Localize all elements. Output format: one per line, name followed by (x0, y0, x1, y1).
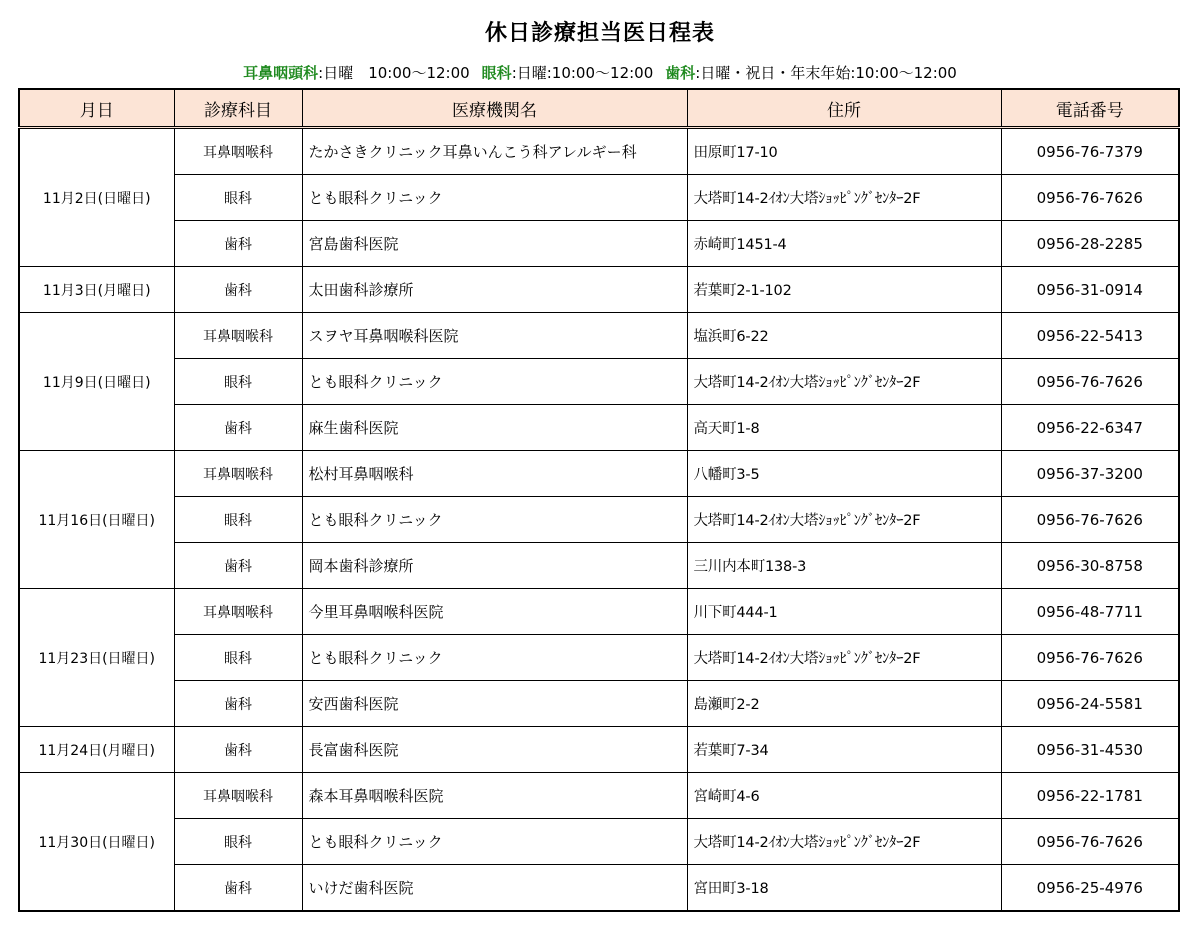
address-cell: 大塔町14-2ｲｵﾝ大塔ｼｮｯﾋﾟﾝｸﾞｾﾝﾀｰ2F (687, 359, 1001, 405)
department-cell: 眼科 (174, 175, 302, 221)
phone-cell: 0956-25-4976 (1001, 865, 1179, 912)
institution-cell: とも眼科クリニック (302, 497, 687, 543)
phone-cell: 0956-76-7626 (1001, 175, 1179, 221)
institution-cell: 長富歯科医院 (302, 727, 687, 773)
phone-cell: 0956-22-1781 (1001, 773, 1179, 819)
phone-cell: 0956-76-7626 (1001, 635, 1179, 681)
department-cell: 歯科 (174, 221, 302, 267)
address-cell: 大塔町14-2ｲｵﾝ大塔ｼｮｯﾋﾟﾝｸﾞｾﾝﾀｰ2F (687, 175, 1001, 221)
table-row (19, 313, 1179, 359)
address-cell: 八幡町3-5 (687, 451, 1001, 497)
institution-cell: 今里耳鼻咽喉科医院 (302, 589, 687, 635)
department-cell: 眼科 (174, 635, 302, 681)
phone-cell: 0956-24-5581 (1001, 681, 1179, 727)
address-cell: 赤崎町1451-4 (687, 221, 1001, 267)
phone-cell: 0956-76-7379 (1001, 128, 1179, 175)
hours-dental-label: 歯科 (665, 64, 696, 82)
department-cell: 耳鼻咽喉科 (174, 589, 302, 635)
date-cell: 11月23日(日曜日) (19, 589, 174, 727)
table-row (19, 681, 1179, 727)
column-header-date: 月日 (19, 89, 174, 128)
table-row (19, 267, 1179, 313)
hours-ent-text: :日曜 10:00～12:00 (318, 64, 470, 82)
address-cell: 大塔町14-2ｲｵﾝ大塔ｼｮｯﾋﾟﾝｸﾞｾﾝﾀｰ2F (687, 635, 1001, 681)
institution-cell: たかさきクリニック耳鼻いんこう科アレルギー科 (302, 128, 687, 175)
phone-cell: 0956-31-0914 (1001, 267, 1179, 313)
institution-cell: 安西歯科医院 (302, 681, 687, 727)
address-cell: 田原町17-10 (687, 128, 1001, 175)
date-cell: 11月24日(月曜日) (19, 727, 174, 773)
table-row (19, 221, 1179, 267)
address-cell: 高天町1-8 (687, 405, 1001, 451)
table-header-row (19, 89, 1179, 128)
address-cell: 若葉町7-34 (687, 727, 1001, 773)
department-cell: 歯科 (174, 543, 302, 589)
page-title: 休日診療担当医日程表 (484, 21, 715, 46)
table-row (19, 635, 1179, 681)
date-cell: 11月2日(日曜日) (19, 128, 174, 267)
address-cell: 大塔町14-2ｲｵﾝ大塔ｼｮｯﾋﾟﾝｸﾞｾﾝﾀｰ2F (687, 497, 1001, 543)
address-cell: 宮崎町4-6 (687, 773, 1001, 819)
institution-cell: 宮島歯科医院 (302, 221, 687, 267)
department-cell: 歯科 (174, 405, 302, 451)
institution-cell: 松村耳鼻咽喉科 (302, 451, 687, 497)
department-cell: 耳鼻咽喉科 (174, 128, 302, 175)
department-cell: 歯科 (174, 727, 302, 773)
table-row (19, 405, 1179, 451)
address-cell: 塩浜町6-22 (687, 313, 1001, 359)
department-cell: 眼科 (174, 359, 302, 405)
column-header-phone: 電話番号 (1001, 89, 1179, 128)
department-cell: 歯科 (174, 267, 302, 313)
address-cell: 川下町444-1 (687, 589, 1001, 635)
date-cell: 11月30日(日曜日) (19, 773, 174, 912)
phone-cell: 0956-48-7711 (1001, 589, 1179, 635)
hours-line (0, 62, 1200, 83)
table-row (19, 727, 1179, 773)
institution-cell: スヲヤ耳鼻咽喉科医院 (302, 313, 687, 359)
department-cell: 耳鼻咽喉科 (174, 451, 302, 497)
column-header-institution: 医療機関名 (302, 89, 687, 128)
phone-cell: 0956-22-6347 (1001, 405, 1179, 451)
institution-cell: とも眼科クリニック (302, 635, 687, 681)
table-row (19, 543, 1179, 589)
phone-cell: 0956-30-8758 (1001, 543, 1179, 589)
institution-cell: とも眼科クリニック (302, 819, 687, 865)
address-cell: 若葉町2-1-102 (687, 267, 1001, 313)
hours-eye-label: 眼科 (481, 64, 512, 82)
department-cell: 歯科 (174, 681, 302, 727)
phone-cell: 0956-76-7626 (1001, 819, 1179, 865)
institution-cell: 太田歯科診療所 (302, 267, 687, 313)
table-row (19, 128, 1179, 175)
phone-cell: 0956-22-5413 (1001, 313, 1179, 359)
column-header-department: 診療科目 (174, 89, 302, 128)
hours-dental-text: :日曜・祝日・年末年始:10:00～12:00 (695, 64, 957, 82)
schedule-body (19, 128, 1179, 912)
address-cell: 島瀬町2-2 (687, 681, 1001, 727)
institution-cell: 麻生歯科医院 (302, 405, 687, 451)
address-cell: 大塔町14-2ｲｵﾝ大塔ｼｮｯﾋﾟﾝｸﾞｾﾝﾀｰ2F (687, 819, 1001, 865)
date-cell: 11月3日(月曜日) (19, 267, 174, 313)
address-cell: 宮田町3-18 (687, 865, 1001, 912)
phone-cell: 0956-37-3200 (1001, 451, 1179, 497)
table-row (19, 819, 1179, 865)
phone-cell: 0956-28-2285 (1001, 221, 1179, 267)
institution-cell: 森本耳鼻咽喉科医院 (302, 773, 687, 819)
table-row (19, 497, 1179, 543)
hours-eye-text: :日曜:10:00～12:00 (511, 64, 654, 82)
address-cell: 三川内本町138-3 (687, 543, 1001, 589)
table-row (19, 451, 1179, 497)
department-cell: 歯科 (174, 865, 302, 912)
phone-cell: 0956-76-7626 (1001, 497, 1179, 543)
table-row (19, 589, 1179, 635)
institution-cell: いけだ歯科医院 (302, 865, 687, 912)
department-cell: 耳鼻咽喉科 (174, 773, 302, 819)
institution-cell: とも眼科クリニック (302, 175, 687, 221)
column-header-address: 住所 (687, 89, 1001, 128)
department-cell: 耳鼻咽喉科 (174, 313, 302, 359)
table-row (19, 359, 1179, 405)
institution-cell: 岡本歯科診療所 (302, 543, 687, 589)
date-cell: 11月16日(日曜日) (19, 451, 174, 589)
department-cell: 眼科 (174, 819, 302, 865)
phone-cell: 0956-76-7626 (1001, 359, 1179, 405)
table-row (19, 865, 1179, 912)
table-row (19, 175, 1179, 221)
institution-cell: とも眼科クリニック (302, 359, 687, 405)
table-row (19, 773, 1179, 819)
hours-ent-label: 耳鼻咽頭科 (243, 64, 319, 82)
department-cell: 眼科 (174, 497, 302, 543)
date-cell: 11月9日(日曜日) (19, 313, 174, 451)
schedule-table (18, 88, 1180, 912)
phone-cell: 0956-31-4530 (1001, 727, 1179, 773)
